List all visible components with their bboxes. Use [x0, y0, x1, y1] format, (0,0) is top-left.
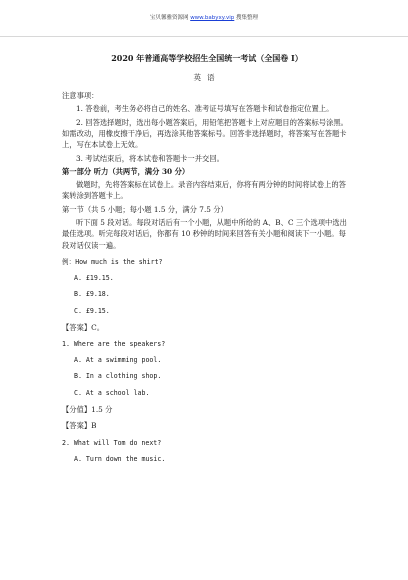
q1-option-c: C. At a school lab.	[74, 388, 150, 397]
doc-title: 2020 年普通高等学校招生全国统一考试（全国卷 I）	[111, 53, 303, 63]
header-suffix: 搜集整理	[234, 15, 259, 21]
notice-heading: 注意事项：	[62, 91, 99, 101]
example-option-c: C. £9.15.	[74, 306, 110, 315]
example-option-a: A. £19.15.	[74, 274, 114, 283]
part1-heading: 第一部分 听力（共两节，满分 30 分）	[62, 166, 190, 176]
example-option-b: B. £9.18.	[74, 290, 110, 299]
document-page	[62, 52, 352, 470]
q1-score: 【分值】1.5 分	[62, 404, 113, 414]
note-1: 1. 答卷前，考生务必将自己的姓名、准考证号填写在答题卡和试卷指定位置上。	[76, 104, 334, 114]
note-2: 2. 回答选择题时，选出每小题答案后，用铅笔把答题卡上对应题目的答案标号涂黑。如需改动，用橡皮擦干净后，再选涂其他答案标号。回答非选择题时，将答案写在答题卡上，写在本试卷上无效。	[62, 117, 348, 150]
q2-option-a: A. Turn down the music.	[74, 454, 166, 463]
header-source-text	[0, 13, 408, 21]
page-header	[0, 0, 408, 37]
q1-option-b: B. In a clothing shop.	[74, 372, 162, 381]
note-3: 3. 考试结束后，将本试卷和答题卡一并交回。	[76, 153, 224, 163]
section1-heading: 第一节（共 5 小题；每小题 1.5 分，满分 7.5 分）	[62, 204, 228, 214]
q1-question: 1. Where are the speakers?	[62, 340, 166, 349]
doc-subject: 英语	[193, 73, 221, 83]
q1-answer: 【答案】B	[62, 421, 97, 431]
header-link[interactable]: www.babyxy.vip	[190, 15, 235, 21]
header-prefix: 宝贝馨雅资源网	[149, 15, 191, 21]
part1-intro: 做题时，先将答案标在试卷上。录音内容结束后，你将有两分钟的时间将试卷上的答案转涂到答题卡上。	[62, 180, 346, 201]
section1-intro: 听下面 5 段对话。每段对话后有一个小题，从题中所给的 A、B、C 三个选项中选出最佳选项。听完每段对话后，你都有 10 秒钟的时间来回答有关小题和阅读下一小题。每段对话仅读一遍。	[62, 217, 347, 250]
example-answer: 【答案】C。	[62, 322, 105, 332]
example-question-text: How much is the shirt?	[75, 257, 163, 266]
example-question	[62, 257, 352, 267]
example-label: 例：	[62, 257, 76, 266]
q1-option-a: A. At a swimming pool.	[74, 356, 162, 365]
q2-question: 2. What will Tom do next?	[62, 438, 162, 447]
